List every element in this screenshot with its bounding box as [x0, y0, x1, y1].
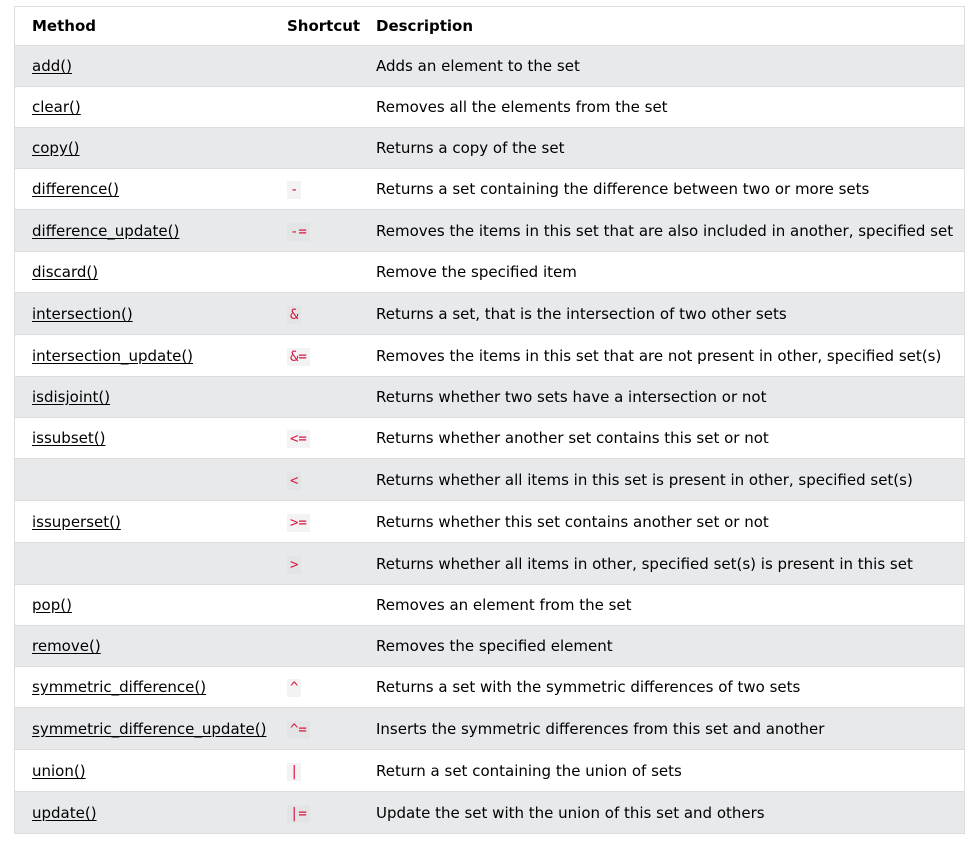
- method-cell: [15, 585, 270, 626]
- table-row: [15, 543, 964, 585]
- description-text: Removes the items in this set that are also included in another, specified set: [376, 221, 954, 240]
- method-link[interactable]: remove(): [32, 637, 101, 655]
- description-text: Returns whether another set contains this set or not: [376, 429, 769, 447]
- shortcut-cell: [270, 543, 359, 585]
- shortcut-cell: [270, 459, 359, 501]
- method-link[interactable]: difference(): [32, 180, 120, 198]
- method-link[interactable]: issuperset(): [32, 512, 121, 531]
- method-cell: [15, 626, 270, 667]
- description-text: Returns a set with the symmetric differences of two sets: [376, 678, 801, 696]
- method-link[interactable]: pop(): [32, 596, 72, 614]
- shortcut-operator: &=: [287, 348, 310, 366]
- method-cell: [15, 128, 270, 169]
- table-row: [15, 626, 964, 667]
- shortcut-operator: -=: [287, 223, 310, 241]
- description-text: Removes the items in this set that are not present in other, specified set(s): [376, 346, 942, 365]
- table-row: [15, 667, 964, 708]
- method-cell: [15, 46, 270, 87]
- description-text: Adds an element to the set: [376, 57, 580, 75]
- method-cell: [15, 543, 270, 585]
- description-cell: [359, 128, 964, 169]
- method-cell: [15, 377, 270, 418]
- method-link[interactable]: discard(): [32, 263, 99, 281]
- description-text: Return a set containing the union of sets: [376, 761, 682, 780]
- description-text: Returns whether all items in other, specified set(s) is present in this set: [376, 554, 913, 573]
- method-cell: [15, 293, 270, 335]
- table-row: [15, 128, 964, 169]
- description-cell: [359, 750, 964, 792]
- set-methods-table-container: [14, 6, 965, 834]
- description-cell: [359, 252, 964, 293]
- method-cell: [15, 459, 270, 501]
- shortcut-cell: [270, 377, 359, 418]
- description-cell: [359, 418, 964, 459]
- shortcut-operator: ^=: [287, 721, 310, 739]
- method-link[interactable]: copy(): [32, 139, 80, 157]
- description-text: Returns a set, that is the intersection of two other sets: [376, 304, 787, 323]
- table-row: [15, 792, 964, 834]
- description-cell: [359, 335, 964, 377]
- description-text: Inserts the symmetric differences from this set and another: [376, 719, 825, 738]
- table-row: [15, 418, 964, 459]
- shortcut-cell: [270, 335, 359, 377]
- header-description: Description: [359, 7, 964, 46]
- table-row: [15, 501, 964, 543]
- description-text: Remove the specified item: [376, 263, 577, 281]
- table-row: [15, 750, 964, 792]
- description-text: Removes an element from the set: [376, 596, 632, 614]
- description-text: Returns a set containing the difference between two or more sets: [376, 180, 870, 198]
- shortcut-operator: <: [287, 472, 301, 490]
- method-link[interactable]: intersection_update(): [32, 346, 194, 365]
- shortcut-cell: [270, 210, 359, 252]
- header-row: [15, 7, 964, 46]
- table-row: [15, 210, 964, 252]
- header-method: Method: [15, 7, 270, 46]
- method-cell: [15, 87, 270, 128]
- shortcut-operator: >=: [287, 514, 310, 532]
- table-row: [15, 46, 964, 87]
- shortcut-cell: [270, 252, 359, 293]
- shortcut-cell: [270, 750, 359, 792]
- description-text: Returns whether all items in this set is present in other, specified set(s): [376, 470, 913, 489]
- shortcut-cell: [270, 626, 359, 667]
- shortcut-operator: |: [287, 763, 301, 781]
- method-cell: [15, 667, 270, 708]
- table-row: [15, 708, 964, 750]
- table-row: [15, 377, 964, 418]
- description-text: Update the set with the union of this set and others: [376, 803, 765, 822]
- description-cell: [359, 210, 964, 252]
- table-row: [15, 252, 964, 293]
- method-cell: [15, 169, 270, 210]
- shortcut-cell: [270, 418, 359, 459]
- table-row: [15, 585, 964, 626]
- description-cell: [359, 293, 964, 335]
- shortcut-cell: [270, 169, 359, 210]
- description-cell: [359, 667, 964, 708]
- method-cell: [15, 501, 270, 543]
- description-cell: [359, 377, 964, 418]
- description-cell: [359, 708, 964, 750]
- method-link[interactable]: update(): [32, 803, 97, 822]
- shortcut-cell: [270, 128, 359, 169]
- method-cell: [15, 708, 270, 750]
- method-cell: [15, 335, 270, 377]
- shortcut-cell: [270, 501, 359, 543]
- method-link[interactable]: symmetric_difference(): [32, 678, 207, 696]
- description-text: Removes all the elements from the set: [376, 98, 668, 116]
- method-cell: [15, 750, 270, 792]
- description-cell: [359, 585, 964, 626]
- method-link[interactable]: isdisjoint(): [32, 388, 111, 406]
- set-methods-table: [15, 6, 964, 834]
- method-link[interactable]: symmetric_difference_update(): [32, 719, 267, 738]
- description-text: Returns whether two sets have a intersection or not: [376, 388, 767, 406]
- method-cell: [15, 418, 270, 459]
- method-cell: [15, 792, 270, 834]
- method-cell: [15, 210, 270, 252]
- description-cell: [359, 169, 964, 210]
- shortcut-operator: ^: [287, 679, 301, 697]
- shortcut-operator: &: [287, 306, 301, 324]
- shortcut-operator: >: [287, 556, 301, 574]
- description-cell: [359, 626, 964, 667]
- description-cell: [359, 792, 964, 834]
- description-cell: [359, 543, 964, 585]
- shortcut-cell: [270, 708, 359, 750]
- shortcut-cell: [270, 293, 359, 335]
- method-cell: [15, 252, 270, 293]
- description-cell: [359, 46, 964, 87]
- method-link[interactable]: difference_update(): [32, 221, 180, 240]
- shortcut-cell: [270, 87, 359, 128]
- table-row: [15, 459, 964, 501]
- method-link[interactable]: add(): [32, 57, 72, 75]
- shortcut-operator: |=: [287, 805, 310, 823]
- description-cell: [359, 501, 964, 543]
- shortcut-cell: [270, 46, 359, 87]
- table-body: [15, 46, 964, 834]
- description-text: Returns a copy of the set: [376, 139, 565, 157]
- table-row: [15, 87, 964, 128]
- table-row: [15, 293, 964, 335]
- shortcut-cell: [270, 585, 359, 626]
- method-link[interactable]: intersection(): [32, 304, 133, 323]
- shortcut-cell: [270, 792, 359, 834]
- description-text: Returns whether this set contains another set or not: [376, 512, 769, 531]
- shortcut-operator: -: [287, 181, 301, 199]
- shortcut-cell: [270, 667, 359, 708]
- table-row: [15, 169, 964, 210]
- method-link[interactable]: clear(): [32, 98, 81, 116]
- description-text: Removes the specified element: [376, 637, 613, 655]
- description-cell: [359, 87, 964, 128]
- shortcut-operator: <=: [287, 430, 310, 448]
- description-cell: [359, 459, 964, 501]
- table-row: [15, 335, 964, 377]
- method-link[interactable]: issubset(): [32, 429, 106, 447]
- header-shortcut: Shortcut: [270, 7, 359, 46]
- method-link[interactable]: union(): [32, 761, 86, 780]
